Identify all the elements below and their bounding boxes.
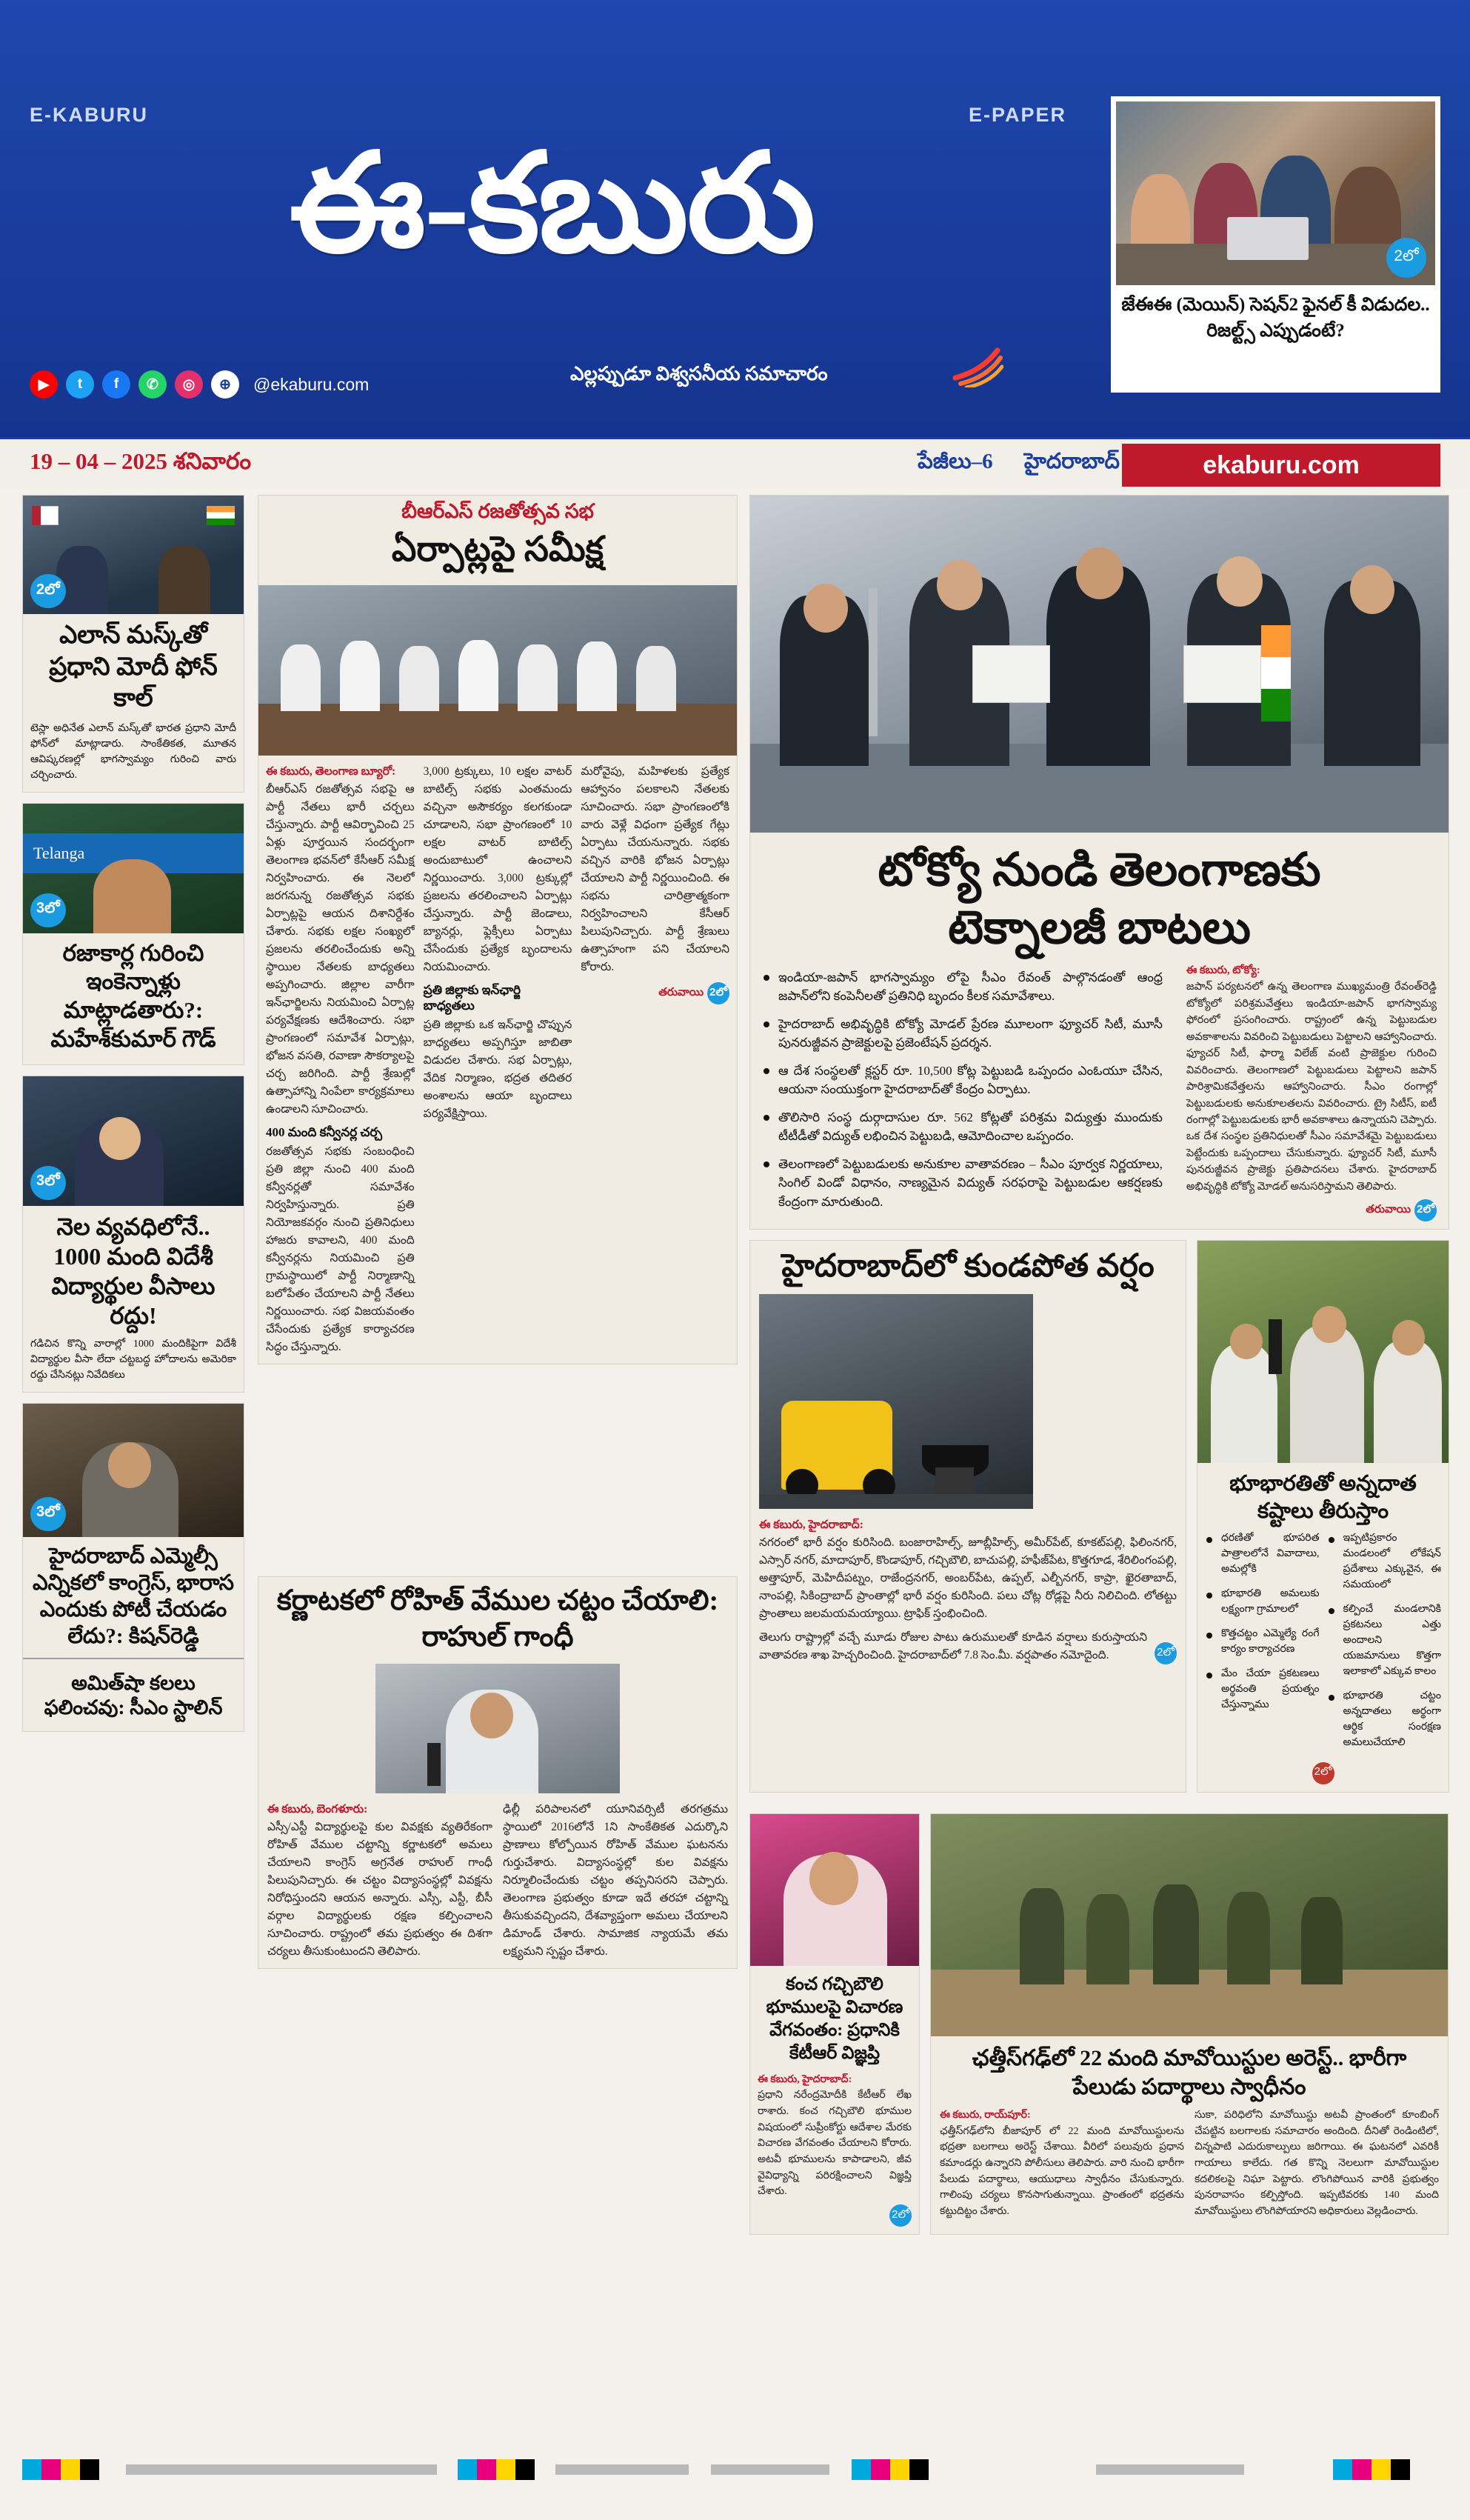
whatsapp-icon[interactable]: ✆ — [138, 370, 167, 399]
left-story-4-headline: హైదరాబాద్ ఎమ్మెల్సీ ఎన్నికలో కాంగ్రెస్, భారాస ఎందుకు పోటీ చేయడం లేదు?: కిషన్‌రెడ్డి — [32, 1544, 235, 1649]
brs-col2: 3,000 ట్రక్కులు, 10 లక్షల వాటర్ బాటిల్స్ సభకు ఎంతమందు వచ్చినా అసౌకర్యం కలగకుండా చూడాలని, సభా ప్రాంగణంలో 10 లక్షల వాటర్ బాటిల్స్ అందుబాటులో ఉంచాలని నిర్ణయించారు. 3,000 ట్రక్కుల్లో ప్రజలను తరలించాలని ఏర్పాట్లు చేస్తున్నారు. పార్టీ జెండాలు, బ్యానర్లు, ఫ్లెక్సీలు ఏర్పాటు చేసేందుకు ప్రత్యేక బృందాలను నియమించారు. — [423, 765, 572, 974]
farmer-bullets-left — [1205, 1530, 1320, 1759]
rain-dateline: ఈ కబురు, హైదరాబాద్: — [759, 1519, 863, 1532]
middle-column — [258, 495, 738, 1979]
left-story-3-headline: నెల వ్యవధిలోనే.. 1000 మంది విదేశీ విద్యార్థుల వీసాలు రద్దు! — [51, 1213, 216, 1329]
mou-bullet: తొలిసారి సంస్థ దుర్గాదాసుల రూ. 562 కోట్లతో పరిశ్రమ విద్యుత్తు ముందుకు టీటీడీతో విద్యుత్ లభించిన పెట్టుబడి, ఆమోదించాల ఒప్పందం. — [762, 1108, 1163, 1146]
masthead-tagline: ఎల్లప్పుడూ విశ్వసనీయ సమాచారం — [570, 363, 828, 384]
rain-story[interactable] — [749, 1240, 1186, 1793]
rahul-gandhi-speech-photo — [375, 1664, 620, 1793]
mou-bullet: ఆ దేశ సంస్థలతో క్లస్టర్ రూ. 10,500 కోట్ల పెట్టుబడి ఒప్పందం ఎంఓయూ చేసిన, ఆయనా సంయుక్తంగా హైదరాబాద్‌తో కేంద్రం ఏర్పాటు. — [762, 1061, 1163, 1099]
farmer-bullet: భూభారతి చట్టం అన్నదాతలు అర్థంగా ఆర్థిక సంరక్షణ అమలుచేయాలి — [1327, 1688, 1442, 1750]
page-badge: 3లో — [30, 1497, 66, 1531]
rain-page-badge: 2లో — [1155, 1642, 1177, 1664]
mou-continue[interactable] — [1366, 1199, 1437, 1221]
twitter-icon[interactable]: t — [66, 370, 94, 399]
mou-bullet: తెలంగాణలో పెట్టుబడులకు అనుకూల వాతావరణం – సీఎం పూర్వక నిర్ణయాలు, సింగిల్ విండో విధానం, నాణ్యమైన విద్యుత్ సరఫరాపై పెట్టుబడుల ఆకర్షణకు కేంద్రంగా మారుతుంది. — [762, 1155, 1163, 1212]
globe-icon[interactable]: ⊕ — [211, 370, 239, 399]
chhattisgarh-story[interactable] — [930, 1813, 1449, 2235]
issue-date: 19 – 04 – 2025 శనివారం — [30, 448, 252, 474]
left-story-1-headline: ఎలాన్ మస్క్‌తో ప్రధాని మోదీ ఫోన్ కాల్ — [49, 621, 218, 712]
mou-dateline: ఈ కబురు, టోక్యో: — [1186, 964, 1260, 976]
masthead-website[interactable]: @ekaburu.com — [253, 374, 370, 394]
farmer-page-badge: 2లో — [1312, 1762, 1334, 1784]
instagram-icon[interactable]: ◎ — [175, 370, 203, 399]
karnataka-story[interactable] — [258, 1576, 738, 1969]
ktr-dateline: ఈ కబురు, హైదరాబాద్: — [758, 2073, 852, 2085]
brs-body-columns — [258, 756, 737, 1356]
page-count: పేజీలు–6 — [918, 449, 993, 473]
mou-story[interactable] — [749, 495, 1449, 1230]
ktr-page-badge: 2లో — [889, 2204, 912, 2227]
left-story-1-caption: టెస్లా అధినేత ఎలాన్ మస్క్‌తో భారత ప్రధాని మోదీ ఫోన్‌లో మాట్లాడారు. సాంకేతికత, మూతన ఆవిష్కరణల్లో భాగస్వామ్యం గురించి వారు చర్చించారు. — [30, 722, 236, 781]
brs-col1b: రజతోత్సవ సభకు సంబంధించి ప్రతి జిల్లా నుంచి 400 మంది కన్వీనర్లతో సమావేశం నిర్వహిస్తున్నారు. ప్రతి నియోజకవర్గం నుంచి ప్రతినిధులు హాజరు కావాలని, 400 మంది కన్వీనర్లను నియమించి ప్రతి గ్రామస్థాయిలో పార్టీ నిర్మాణాన్ని బలోపేతం చేయాలని పార్టీ నేతలు నిర్ణయించారు. సభ విజయవంతం చేసేందుకు ప్రత్యేక కార్యాచరణ సిద్ధం చేస్తున్నారు. — [266, 1144, 415, 1353]
newspaper-logo: ఈ-కబురు — [289, 129, 815, 281]
farmer-bullet: భూభారతి అమలుకు లక్ష్యంగా గ్రామాలలో — [1205, 1586, 1320, 1617]
mou-headline-line1: టోక్యో నుండి తెలంగాణకు — [878, 845, 1321, 896]
public-meeting-leaders-photo — [1197, 1241, 1449, 1463]
mou-signing-ceremony-photo — [750, 496, 1449, 833]
brs-col1-subhead: 400 మంది కన్వీనర్ల చర్చ — [266, 1125, 383, 1140]
ktr-text: ప్రధాని నరేంద్రమోదీకి కేటీఆర్ లేఖ రాశారు. కంచ గచ్చిబౌలి భూముల విషయంలో సుప్రీంకోర్టు ఆదేశాల మేరకు విచారణ వేగవంతం చేయాలని కోరారు. అటవీ భూములను కాపాడాలని, జీవ వైవిధ్యాన్ని పరిరక్షించాలని విజ్ఞప్తి చేశారు. — [758, 2090, 912, 2198]
mou-headline-line2: టెక్నాలజీ బాటలు — [948, 903, 1251, 954]
youtube-icon[interactable]: ▶ — [30, 370, 58, 399]
farmer-bullet: ధరణితో భూపరిత పాత్రాలలోనే వివాదాలు, అమల్లోకి — [1205, 1530, 1320, 1577]
security-forces-forest-photo — [931, 1814, 1448, 2036]
brs-col3: మరోవైపు, మహిళలకు ప్రత్యేక ఆహ్వానం పలకాలని నేతలకు సూచించారు. సభా ప్రాంగణంలోకి వారు వెళ్లే విధంగా ప్రత్యేక గేట్లు ఏర్పాటు చేయనున్నారు. సభకు వచ్చిన వారికి భోజన ఏర్పాట్లు చేయాలని పార్టీ నిర్ణయించింది. ఈ సభను చారిత్రాత్మకంగా నిర్వహించాలని కేసీఆర్ పిలుపునిచ్చారు. పార్టీ శ్రేణులు ఉత్సాహంగా పని చేయాలని కోరారు. — [581, 765, 730, 974]
rain-text2: తెలుగు రాష్ట్రాల్లో వచ్చే మూడు రోజుల పాటు ఉరుములతో కూడిన వర్షాలు కురుస్తాయని వాతావరణ శాఖ హెచ్చరించింది. హైదరాబాద్‌లో 7.8 సెం.మీ. వర్షపాతం నమోదైంది. — [759, 1631, 1147, 1662]
farmer-story[interactable] — [1197, 1240, 1449, 1793]
rain-text: నగరంలో భారీ వర్షం కురిసింది. బంజారాహిల్స్, జూబ్లీహిల్స్, అమీర్‌పేట్, కూకట్‌పల్లి, ఫిలింనగర్, ఎస్సార్ నగర్, మాదాపూర్, కొండాపూర్, గచ్చిబౌలి, బాచుపల్లి, హఫీజ్‌పేట, కొత్తగూడ, శేరిలింగంపల్లి, అత్తాపూర్, మెహిదీపట్నం, రాజేంద్రనగర్, అంబర్‌పేట, ఉప్పల్, ఎల్బీనగర్, కాప్రా, ఖైరతాబాద్, నాంపల్లి, సికింద్రాబాద్ ప్రాంతాల్లో భారీ వర్షం కురిసింది. పలు చోట్ల రోడ్లపై నీరు నిలిచింది. లోతట్టు ప్రాంతాలు జలమయమయ్యాయి. ట్రాఫిక్ స్తంభించింది. — [759, 1536, 1177, 1621]
continue-label: తరువాయి — [1366, 1202, 1411, 1216]
trump-speech-photo — [23, 1076, 244, 1206]
farmer-bullet: మేం చేయా ప్రకటణలు అర్థవంతి ప్రయత్నం చేస్తున్నాము — [1205, 1666, 1320, 1713]
color-swatches-right — [1333, 2459, 1410, 2480]
social-links[interactable] — [30, 370, 369, 399]
brs-kicker: బీఆర్ఎస్ రజతోత్సవ సభ — [401, 500, 594, 522]
page-badge: 3లో — [30, 893, 66, 927]
left-story-4[interactable] — [22, 1403, 244, 1733]
mou-side-text: జపాన్ పర్యటనలో ఉన్న తెలంగాణ ముఖ్యమంత్రి రేవంత్‌రెడ్డి టోక్యోలో పరిశ్రమవేత్తలు ఇండియా-జపాన్ భాగస్వామ్య ఫోరంలో ప్రసంగించారు. రాష్ట్రంలో ఉన్న పెట్టుబడుల అవకాశాలను వివరించి పెట్టుబడులు పెట్టాలని ఆహ్వానించారు. ఫ్యూచర్ సిటీ, ఫార్మా విలేజ్ వంటి ప్రాజెక్టుల గురించి వివరించారు. తెలంగాణలో పెట్టుబడులు పెట్టాలని జపాన్ పారిశ్రామికవేత్తలను ఆహ్వానించారు. సీఎం రంగాల్లో పెట్టుబడులకు అనుకూలతలను వివరించారు. ట్రై సిటీస్, ఐటీ రంగాల్లో పెట్టుబడులకు భారీ అవకాశాలు ఉన్నాయని చెప్పారు. ఒక దేశ సంస్థల ప్రతినిధులతో సీఎం సమావేశమై పెట్టుబడులు పెట్టేందుకు ఒప్పందాలు చేసుకున్నారు. ఫ్యూచర్ సిటీ, మూసీ పునరుజ్జీవన ప్రాజెక్టు ప్రతిపాదనలు చేశారు. హైదరాబాద్ అభివృద్ధికి టోక్యో మోడల్ అనుసరిస్తామని తెలిపారు. — [1186, 981, 1437, 1193]
mou-bullet: హైదరాబాద్ అభివృద్ధికి టోక్యో మోడల్ ప్రేరణ మూలంగా ఫ్యూచర్ సిటీ, మూసీ పునరుజ్జీవన ప్రాజెక్టులపై ప్రజెంటేషన్ ప్రదర్శన. — [762, 1015, 1163, 1053]
promo-card[interactable] — [1111, 96, 1440, 393]
karnataka-headline: కర్ణాటకలో రోహిత్ వేముల చట్టం చేయాలి: రాహుల్ గాంధీ — [276, 1584, 719, 1653]
brs-dateline: ఈ కబురు, తెలంగాణ బ్యూరో: — [266, 765, 396, 778]
karnataka-col2: ఢిల్లీ పరిపాలనలో యూనివర్సిటీ తరగత్రము స్థాయిలో 2016లోనే 1ని సాంకేతికత ఎదుర్కొని ప్రాణాలు కోల్పోయిన రోహిత్ వేముల ఘటనను గుర్తుచేశారు. విద్యాసంస్థల్లో కుల వివక్షను నిర్మూలించేందుకు చట్టం తప్పనిసరని చెప్పారు. తెలంగాణ ప్రభుత్వం కూడా ఇదే తరహా చట్టాన్ని తీసుకువచ్చిందని, దేశవ్యాప్తంగా అమలు చేయాలని డిమాండ్ చేశారు. సామాజిక న్యాయమే తమ లక్ష్యమని స్పష్టం చేశారు. — [503, 1802, 728, 1958]
left-story-2[interactable] — [22, 803, 244, 1065]
edition-info — [918, 450, 1146, 479]
promo-image — [1116, 101, 1435, 285]
facebook-icon[interactable]: f — [102, 370, 130, 399]
karnataka-dateline: ఈ కబురు, బెంగళూరు: — [267, 1802, 368, 1816]
page-badge: 3లో — [30, 1166, 66, 1200]
left-story-4-subheadline: అమిత్‌షా కలలు ఫలించవు: సీఎం స్టాలిన్ — [44, 1671, 223, 1719]
chhattisgarh-col2: సుకా, పరిధిలోని మావోయిస్టు అటవీ ప్రాంతంలో కూంబింగ్ చేపట్టిన బలగాలకు సమాచారం అందింది. దీనితో రెండింటిలో, చిన్నపాటి ఎదురుకాల్పులు జరిగాయి. ఈ ఘటనలో ఎవరికీ గాయాలు కాలేదు. గత కొన్ని నెలలుగా మావోయిస్టుల కదలికలపై నిఘా పెట్టారు. లొంగిపోయిన వారికి ప్రభుత్వం పునరావాసం కల్పిస్తోంది. ఇప్పటివరకు 140 మంది మావోయిస్టులు లొంగిపోయారని అధికారులు వెల్లడించారు. — [1195, 2109, 1439, 2217]
karnataka-col1: ఎస్సీ/ఎస్టీ విద్యార్థులపై కుల వివక్షకు వ్యతిరేకంగా రోహిత్ వేముల చట్టాన్ని కర్ణాటకలో అమలు చేయాలని కాంగ్రెస్ అగ్రనేత రాహుల్ గాంధీ పిలుపునిచ్చారు. ఈ చట్టం విద్యాసంస్థల్లో వివక్షను నిరోధిస్తుందని ఆయన అన్నారు. ఎస్సీ, ఎస్టీ, బీసీ వర్గాల విద్యార్థులకు రక్షణ కల్పించాలని సూచించారు. రాష్ట్రంలో తమ ప్రభుత్వం ఈ దిశగా చర్యలు తీసుకుంటుందని తెలిపారు. — [267, 1820, 492, 1958]
masthead-title — [22, 129, 1081, 281]
color-swatches-mid2 — [852, 2459, 929, 2480]
chhattisgarh-headline: ఛత్తీస్‌గఢ్‌లో 22 మంది మావోయిస్టుల అరెస్ట్.. భారీగా పేలుడు పదార్థాలు స్వాధీనం — [972, 2045, 1407, 2099]
chhattisgarh-dateline: ఈ కబురు, రాయ్‌పూర్: — [940, 2109, 1031, 2121]
continue-label: తరువాయి — [658, 985, 704, 999]
color-swatches-left — [22, 2459, 99, 2480]
page-badge: 2లో — [30, 574, 66, 608]
brs-col2b: ప్రతి జిల్లాకు ఒక ఇన్‌ఛార్జి చొప్పున బాధ్యతలు అప్పగిస్తూ జాబితా విడుదల చేశారు. సభ ఏర్పాట్లు, వేదిక నిర్మాణం, భద్రత తదితర అంశాలను ఆయా బృందాలు పర్యవేక్షిస్తాయి. — [423, 1018, 572, 1120]
print-registration-bar — [0, 2459, 1470, 2480]
left-story-3[interactable] — [22, 1076, 244, 1393]
brs-continue[interactable] — [658, 982, 729, 1004]
left-story-1[interactable] — [22, 495, 244, 793]
website-button[interactable]: ekaburu.com — [1122, 444, 1440, 487]
brs-col1: బీఆర్ఎస్ రజతోత్సవ సభపై ఆ పార్టీ నేతలు భారీ చర్చలు చేస్తున్నారు. పార్టీ ఆవిర్భావించి 25 ఏళ్లు పూర్తయిన సందర్భంగా తెలంగాణ భవన్‌లో కేసీఆర్ సమీక్ష నిర్వహించారు. ఈ నెలలో జరగనున్న రజతోత్సవ సభకు ఏర్పాట్లపై ఆయన దిశానిర్దేశం చేశారు. సభకు లక్షల సంఖ్యలో ప్రజలను తరలించేందుకు అన్ని స్థాయిల నేతలకు బాధ్యతలు అప్పగించారు. జిల్లాల వారీగా ఇన్‌ఛార్జిలను నియమించి ఏర్పాట్ల పర్యవేక్షణకు ఆదేశించారు. సభా ప్రాంగణంలో సమావేశ ఏర్పాట్లు, భోజన వసతి, రవాణా సౌకర్యాలపై చర్చ జరిగింది. పార్టీ శ్రేణుల్లో ఉత్సాహాన్ని నింపేలా కార్యక్రమాలు ఉండాలని సూచించారు. — [266, 783, 415, 1116]
masthead-right-label: E-PAPER — [968, 104, 1066, 126]
modi-musk-flags-photo — [23, 496, 244, 614]
farmer-bullet: ఇప్పటిప్రకారం మండలంలో లోకేషన్ ప్రదేశాలు ఎక్కువైన, ఈ సమయంలో — [1327, 1530, 1442, 1593]
farmer-bullet: కొత్తచట్టం ఎమ్మెల్యే రంగే కార్యం కార్యాచరణ — [1205, 1626, 1320, 1657]
brs-meeting-table-photo — [258, 585, 737, 756]
left-column — [22, 495, 244, 1742]
continue-page-badge: 2లో — [707, 982, 729, 1004]
farmer-headline: భూభారతితో అన్నదాత కష్టాలు తీరుస్తాం — [1229, 1472, 1417, 1523]
brs-col2-subhead: ప్రతి జిల్లాకు ఇన్‌ఛార్జి బాధ్యతలు — [423, 983, 521, 1013]
right-column — [749, 495, 1449, 2245]
divider — [23, 1658, 244, 1659]
brs-headline: ఏర్పాట్లపై సమీక్ష — [391, 530, 604, 569]
brs-story[interactable] — [258, 495, 738, 1364]
left-story-3-caption: గడిచిన కొన్ని వారాల్లో 1000 మందికిపైగా విదేశీ విద్యార్థుల వీసా లేదా చట్టబద్ధ హోదాలను అమెరికా రద్దు చేసినట్లు నివేదికలు — [30, 1338, 236, 1381]
chhattisgarh-col1: ఛత్తీస్‌గఢ్‌లోని బీజాపూర్ లో 22 మంది మావోయిస్టులను భద్రతా బలగాలు అరెస్ట్ చేశాయి. వీరిలో పలువురు ప్రధాన కమాండర్లు ఉన్నారని పోలీసులు తెలిపారు. వారి నుంచి భారీగా పేలుడు పదార్థాలు, ఆయుధాలు స్వాధీనం చేసుకున్నారు. గాలింపు చర్యలు కొనసాగుతున్నాయి. ప్రాంతంలో భద్రతను కట్టుదిట్టం చేశారు. — [940, 2125, 1184, 2217]
edition-city: హైదరాబాద్ — [1023, 449, 1120, 473]
mou-bullet: ఇండియా-జపాన్ భాగస్వామ్యం లోపై సీఎం రేవంత్ పాల్గొనడంతో ఆంధ్ర జపాన్‌లోని కంపెనీలతో ప్రతినిధి బృందం కీలక సమావేశాలు. — [762, 968, 1163, 1006]
telangana-leader-speech-photo: Telanga 3లో — [23, 804, 244, 933]
masthead — [0, 0, 1470, 437]
promo-caption: జేఈఈ (మెయిన్) సెషన్2 ఫైనల్ కీ విడుదల.. రిజల్ట్స్ ఎప్పుడంటే? — [1121, 295, 1430, 341]
mou-bullets — [762, 962, 1173, 1222]
farmer-bullet: కల్పించే మండలానికి ప్రకటనలు ఎత్తు అందాలని యజమానులు కొత్తగా ఇలాకాలో ఎక్కువ కాలం — [1327, 1601, 1442, 1679]
masthead-left-label: E-KABURU — [30, 104, 148, 126]
ktr-photo — [750, 1814, 919, 1966]
swoosh-icon — [952, 344, 1003, 387]
left-story-2-headline: రజాకార్ల గురించి ఇంకెన్నాళ్లు మాట్లాడతారు?: మహేశ్‌కుమార్ గౌడ్ — [50, 939, 216, 1052]
date-bar — [0, 437, 1470, 489]
color-swatches-mid — [458, 2459, 535, 2480]
ktr-story[interactable] — [749, 1813, 920, 2235]
rain-headline: హైదరాబాద్‌లో కుండపోత వర్షం — [781, 1249, 1155, 1284]
promo-page-badge: 2లో — [1386, 238, 1426, 278]
rain-auto-rickshaw-photo — [759, 1294, 1033, 1509]
ktr-headline: కంచ గచ్చిబౌలి భూములపై విచారణ వేగవంతం: ప్రధానికి కేటీఆర్ విజ్ఞప్తి — [766, 1974, 903, 2064]
farmer-bullets-right — [1327, 1530, 1442, 1759]
continue-page-badge: 2లో — [1414, 1199, 1437, 1221]
kishan-reddy-photo — [23, 1404, 244, 1537]
